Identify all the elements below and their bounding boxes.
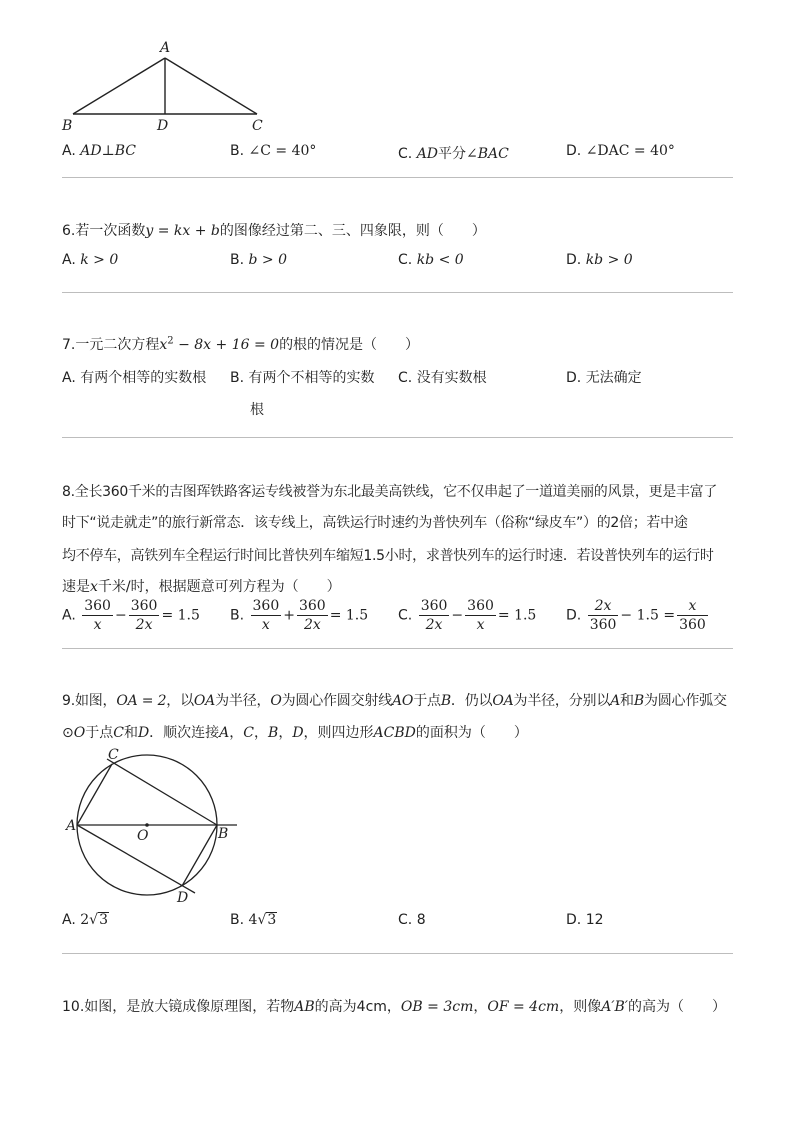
q5-option-c-text: 平分 (438, 146, 467, 162)
q5-option-b-content: ∠C = 40° (248, 143, 317, 159)
q7-option-b-letter: B. (230, 370, 245, 386)
q7-option-d-letter: D. (566, 370, 582, 386)
q7-option-b[interactable] (230, 367, 375, 387)
formula: B (633, 693, 644, 709)
divider (62, 437, 733, 438)
formula: OA (193, 693, 216, 709)
text: ，则像 (559, 999, 602, 1015)
q7-option-c-letter: C. (398, 370, 413, 386)
text: ．仍以 (450, 693, 493, 709)
q9-option-b-coef: 4 (248, 912, 258, 928)
text: ， (254, 725, 269, 741)
q5-side-ab (73, 58, 165, 114)
q6-option-c-content: kb < 0 (416, 252, 464, 268)
q7-option-a-content: 有两个相等的实数根 (80, 370, 207, 386)
sqrt-sign: √ (89, 912, 99, 928)
q7-option-b-wrap (250, 399, 264, 419)
q9-label-b: B (218, 826, 229, 842)
q9-stem-line2 (62, 722, 528, 742)
denominator: x (261, 617, 270, 633)
numerator: 2x (588, 598, 619, 616)
text: 的面积为（ ） (415, 725, 528, 741)
numerator: 360 (130, 598, 158, 614)
q9-option-d-letter: D. (566, 912, 582, 928)
operator: − (114, 607, 127, 624)
q7-stem (62, 334, 419, 354)
q5-option-c[interactable] (398, 143, 509, 163)
divider (62, 953, 733, 954)
q9-segment-cb (107, 759, 217, 825)
text: ．顺次连接 (149, 725, 220, 741)
q5-option-d[interactable] (566, 143, 675, 159)
q9-option-d[interactable] (566, 912, 604, 928)
q6-formula: y = kx + b (145, 223, 220, 239)
q5-option-c-pre: AD (416, 146, 439, 162)
formula: OB = 3cm (400, 999, 474, 1015)
q9-circle-figure (60, 745, 250, 905)
equation-tail: = 1.5 (161, 607, 200, 624)
q9-option-a-letter: A. (62, 912, 76, 928)
q9-label-c: C (108, 747, 119, 763)
numerator: 360 (84, 598, 111, 614)
q6-option-a-content: k > 0 (80, 252, 119, 268)
denominator: 2x (303, 617, 321, 633)
formula: B (440, 693, 451, 709)
q5-option-c-letter: C. (398, 146, 413, 162)
q5-option-d-letter: D. (566, 143, 582, 159)
q8-option-a-letter: A. (62, 607, 76, 624)
equation-tail: = 1.5 (497, 607, 537, 624)
text: 10.如图，是放大镜成像原理图，若物 (62, 999, 295, 1015)
q8-option-d-letter: D. (566, 607, 582, 624)
q9-segment-ad (77, 825, 195, 893)
text: 于点 (413, 693, 441, 709)
numerator: 360 (467, 598, 494, 614)
q6-text-pre: 6.若一次函数 (62, 223, 146, 239)
q7-option-b-content: 有两个不相等的实数 (248, 370, 375, 386)
q6-option-b-letter: B. (230, 252, 245, 268)
q8-option-c-letter: C. (398, 607, 413, 624)
formula: C (113, 725, 124, 741)
q9-option-a-coef: 2 (80, 912, 90, 928)
text: 和 (620, 693, 634, 709)
operator: − (451, 607, 464, 624)
q5-option-d-content: ∠DAC = 40° (585, 143, 675, 159)
q5-option-a[interactable] (62, 143, 136, 159)
formula: A′B′ (601, 999, 628, 1015)
q9-option-d-content: 12 (585, 912, 604, 928)
formula: AB (294, 999, 315, 1015)
q7-option-d[interactable] (566, 367, 642, 387)
q8-option-a[interactable] (62, 598, 200, 633)
q6-stem (62, 220, 486, 240)
q6-option-c[interactable] (398, 252, 464, 268)
q7-option-a[interactable] (62, 367, 206, 387)
text: 为圆心作圆交射线 (281, 693, 392, 709)
q8-option-a-frac2 (129, 598, 160, 633)
numerator: x (677, 598, 708, 616)
q9-option-b-letter: B. (230, 912, 245, 928)
text: 和 (123, 725, 138, 741)
denominator: 360 (679, 617, 706, 633)
q9-center-point (145, 823, 149, 827)
q5-option-b[interactable] (230, 143, 316, 159)
q7-formula-b: − 8x + 16 = 0 (173, 337, 280, 353)
q8-stem-line3: 均不停车，高铁列车全程运行时间比普快列车缩短1.5小时，求普快列车的运行时速．若设普快列车的运行时 (62, 548, 714, 564)
q9-option-a[interactable] (62, 912, 109, 928)
q8-option-d[interactable] (566, 598, 710, 633)
divider (62, 292, 733, 293)
q6-option-a[interactable] (62, 252, 118, 268)
formula: C (243, 725, 255, 741)
divider (62, 177, 733, 178)
q8-stem-line2: 时下“说走就走”的旅行新常态．该专线上，高铁运行时速约为普快列车（俗称“绿皮车”）的2倍；若中途 (62, 515, 688, 531)
formula: D (137, 725, 150, 741)
q6-option-d-content: kb > 0 (585, 252, 633, 268)
q6-option-b[interactable] (230, 252, 287, 268)
q9-segment-ac (77, 764, 112, 825)
q8-option-d-frac2 (677, 598, 708, 633)
q9-label-o: O (137, 828, 149, 844)
q8-option-c-frac2 (465, 598, 496, 633)
q8-option-b-frac1 (251, 598, 282, 633)
q8-line4-post: 千米/时，根据题意可列方程为（ ） (97, 579, 341, 595)
formula: ACBD (373, 725, 416, 741)
q8-option-b[interactable] (230, 598, 368, 633)
formula: OA (492, 693, 514, 709)
operator: + (283, 607, 295, 624)
text: 的高为4cm， (314, 999, 401, 1015)
formula: AO (392, 693, 414, 709)
q9-option-c-content: 8 (416, 912, 426, 928)
q5-option-a-letter: A. (62, 143, 76, 159)
q5-label-d: D (157, 118, 169, 134)
text: 于点 (85, 725, 114, 741)
denominator: 360 (589, 617, 617, 633)
formula: A (219, 725, 230, 741)
q7-text-pre: 7.一元二次方程 (62, 337, 160, 353)
q8-option-b-frac2 (297, 598, 328, 633)
q7-option-b-content-2: 根 (250, 402, 264, 418)
numerator: 360 (252, 598, 280, 614)
q9-option-b-radicand: 3 (267, 912, 277, 928)
q7-option-c-content: 没有实数根 (416, 370, 487, 386)
q8-option-d-frac1 (588, 598, 619, 633)
q6-option-b-content: b > 0 (248, 252, 288, 268)
text: ， (473, 999, 488, 1015)
text: ，以 (166, 693, 194, 709)
q7-formula-sup: 2 (167, 335, 174, 347)
q7-text-post: 的根的情况是（ ） (279, 337, 420, 353)
formula: OA = 2 (116, 693, 167, 709)
q8-stem-line1: 8.全长360千米的吉图珲铁路客运专线被誉为东北最美高铁线，它不仅串起了一道道美丽的风景，更是丰富了 (62, 484, 718, 500)
q6-text-post: 的图像经过第二、三、四象限，则（ ） (219, 223, 486, 239)
q5-label-a: A (160, 40, 171, 56)
q5-option-c-post: ∠BAC (466, 146, 509, 162)
text: ，则四边形 (303, 725, 374, 741)
text: 9.如图， (62, 693, 117, 709)
equation-middle: − 1.5 = (620, 607, 676, 624)
denominator: x (476, 617, 485, 633)
numerator: 360 (420, 598, 448, 614)
q9-option-b[interactable] (230, 912, 277, 928)
q5-option-b-letter: B. (230, 143, 245, 159)
q7-formula-a: x (159, 337, 168, 353)
text: ， (278, 725, 293, 741)
q9-label-a: A (66, 818, 77, 834)
formula: O (270, 693, 282, 709)
numerator: 360 (298, 598, 326, 614)
text: 为圆心作弧交 (643, 693, 727, 709)
formula: OF = 4cm (487, 999, 560, 1015)
q9-stem-line1 (62, 690, 727, 710)
q5-option-a-content: AD⊥BC (80, 143, 136, 159)
denominator: 2x (135, 617, 153, 633)
formula: A (610, 693, 621, 709)
text: ， (229, 725, 244, 741)
q7-option-d-content: 无法确定 (585, 370, 642, 386)
divider (62, 648, 733, 649)
q8-line4-var: x (90, 579, 98, 595)
text: 为半径， (215, 693, 271, 709)
q9-segment-bd (182, 825, 217, 886)
sqrt-sign: √ (257, 912, 267, 928)
q9-label-d: D (177, 890, 189, 905)
q9-option-a-radicand: 3 (99, 912, 108, 928)
q8-option-c[interactable] (398, 598, 536, 633)
equation-tail: = 1.5 (329, 607, 369, 624)
q7-option-a-letter: A. (62, 370, 76, 386)
q7-option-c[interactable] (398, 367, 487, 387)
q8-option-b-letter: B. (230, 607, 245, 624)
q8-option-c-frac1 (419, 598, 450, 633)
q6-option-d-letter: D. (566, 252, 582, 268)
q5-side-ac (165, 58, 257, 114)
circle-symbol: ⊙ (62, 725, 74, 741)
text: 为半径，分别以 (513, 693, 611, 709)
formula: D (292, 725, 304, 741)
denominator: 2x (425, 617, 443, 633)
q9-option-c-letter: C. (398, 912, 413, 928)
q5-label-b: B (62, 118, 73, 134)
q8-line4-pre: 速是 (62, 579, 90, 595)
q8-stem-line4 (62, 576, 341, 596)
q6-option-a-letter: A. (62, 252, 76, 268)
q6-option-d[interactable] (566, 252, 633, 268)
text: 的高为（ ） (627, 999, 726, 1015)
q9-option-c[interactable] (398, 912, 426, 928)
denominator: x (93, 617, 102, 633)
q5-label-c: C (252, 118, 263, 134)
formula: O (73, 725, 86, 741)
formula: B (268, 725, 279, 741)
q10-stem (62, 996, 726, 1016)
q5-triangle-figure (55, 38, 275, 138)
q8-option-a-frac1 (82, 598, 113, 633)
q6-option-c-letter: C. (398, 252, 413, 268)
